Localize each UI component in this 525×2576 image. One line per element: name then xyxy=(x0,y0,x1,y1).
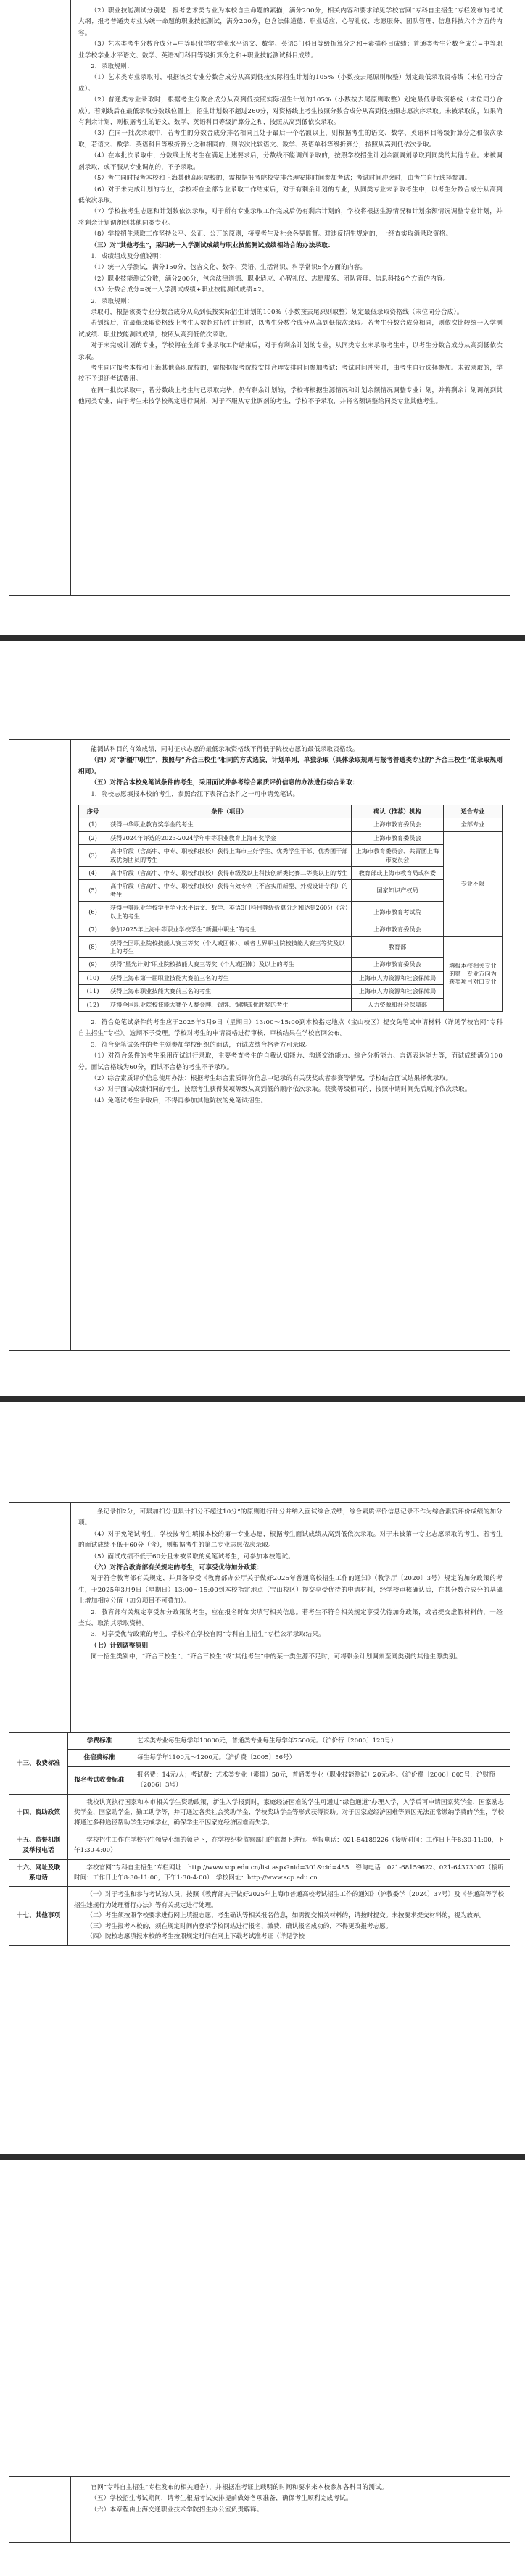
paragraph: （4）免笔试考生录取后，不得再参加其他院校的免笔试招生。 xyxy=(91,1097,268,1105)
paragraph: （3）艺术类考生分数合成分=中等职业学校学业水平语文、数学、英语3门科目等级折算分之和+素描科目成绩；普通类考生分数合成分=中等职业学校学业水平语文、数学、英语3门科目等级折算分之和+职业技能测试科目成绩。 xyxy=(78,41,503,59)
row-index: (9) xyxy=(79,958,107,971)
authority-cell: 上海市教育考试院 xyxy=(352,902,444,923)
table-header: 适合专业 xyxy=(444,805,503,818)
paragraph: （3）在同一批次录取中，若考生的分数合成分排名相同且处于最后一个名额以上，则根据考生的语文、数学、英语科目等级折算分之和依次录取，若语文、数学、英语科目等级折算分之和相同的，则依次比较语文、数学、英语单科等级折算分，按照从高到低依次录取。 xyxy=(78,130,503,149)
paragraph: 我校认真执行国家和本市相关学生资助政策，新生入学报到时，家庭经济困难的学生可通过“绿色通道”办理入学，入学后可申请国家奖学金、国家励志奖学金、国家助学金、勤工助学等，并可通过各类社会奖助学金、学校奖助学金等形式获得资助。对于因家庭经济困难等原因无法正常缴纳学费的学生，学校将通过多种途径帮助学生完成学业，确保学生不因家庭经济困难而失学。 xyxy=(74,1798,504,1827)
page2-frame xyxy=(9,739,510,1351)
authority-cell: 上海市教育委员会 xyxy=(352,958,444,971)
authority-cell: 上海市人力资源和社会保障局 xyxy=(352,971,444,984)
paragraph: （2）职业技能测试分别是：报考艺术类专业为本校自主命题的素描，满分200分，相关内容和要求详见学校官网“专科自主招生”专栏发布的考试大纲；报考普通类专业为统一命题的职业技能测试，满分200分，包含法律道德、职业适应、心智礼仪、志愿服务、团队管理、信息科技六个方面的内容。 xyxy=(78,7,503,37)
page4-content xyxy=(70,2477,510,2542)
paragraph: （4）在本批次录取中，分数线上的考生在满足上述要求后，分数线不能调剂录取的，按照学校招生计划余额调剂录取到同类的其他专业。未被调剂录取，或不服从专业调剂的，不予录取。 xyxy=(78,152,503,171)
paragraph: （1）统一入学测试，满分150分，包含文化、数学、英语、生活常识、科学常识5个方面的内容。 xyxy=(91,264,367,272)
paragraph: 1．院校志愿填报本校的考生，参照台江下表符合条件之一可申请免笔试。 xyxy=(91,790,299,798)
paragraph: 3．符合免笔试条件的考生须参加学校组织的面试，面试成绩合格者方可录取。 xyxy=(91,1041,312,1049)
paragraph: 若划线后，在最低录取资格线上考生人数超过招生计划时，以考生分数合成分从高到低依次录取。若考生分数合成分相同，则依次比较统一入学测试成绩、职业技能测试成绩，按照从高到低依次录取。 xyxy=(78,320,503,338)
table-row xyxy=(79,845,503,867)
page3-intro-frame xyxy=(9,1502,510,1732)
paragraph: 学校招生工作在学校招生领导小组的领导下，在学校纪检监察部门的监督下进行。举报电话：021-54189226（接听时间：工作日上午8:30-11:00，下午1:30-4:00） xyxy=(74,1836,504,1855)
paragraph: 对于未完成计划的专业，学校将在全部专业录取工作结束后，对于有剩余计划的专业，从同类专业未录取考生中，以考生分数合成分从高到低依次录取。 xyxy=(78,342,503,361)
authority-cell: 教育部 xyxy=(352,936,444,958)
fee-text: 报名费：14元/人；考试费：艺术类专业（素描）50元，普通类专业（职业技能测试）20元/科。（沪价费〔2006〕005号，沪财预〔2006〕3号） xyxy=(131,1766,510,1794)
paragraph: 2．符合免笔试条件的考生应于2025年3月9日（星期日）13:00～15:00到本校指定地点（宝山校区）提交免笔试申请材料（详见学校官网“专科自主招生”专栏）。逾期不予受理。学校对考生的申请资格进行审核，审核结果在学校官网公布。 xyxy=(78,1018,503,1038)
row-index: (2) xyxy=(79,831,107,844)
section-heading: （四）对“新疆中职生”，按照与“齐合三校生”相同的方式选拔，计划单列，单独录取（具体录取规则与报考普通类专业的“齐合三校生”的录取规则相同）。 xyxy=(78,757,503,776)
section-heading: （三）对“其他考生”，采用统一入学测试成绩与职业技能测试成绩相结合的办法录取： xyxy=(91,241,334,249)
row-index: (10) xyxy=(79,971,107,984)
section-title: 十四、资助政策 xyxy=(9,1794,68,1832)
fees-and-info-table xyxy=(9,1732,510,1946)
row-index: (5) xyxy=(79,880,107,902)
section-heading: （七）计划调整原则 xyxy=(91,1642,149,1650)
row-index: (3) xyxy=(79,845,107,867)
paragraph: （4）对于免笔试考生，学校按考生填报本校的第一专业志愿，根据考生面试成绩从高到低依次录取。对于未被第一专业志愿录取的考生，若考生的面试成绩不低于60分（含），则根据考生的第二专业志愿依次录取。 xyxy=(78,1530,503,1550)
authority-cell: 上海市教育委员会 xyxy=(352,923,444,936)
row-index: (12) xyxy=(79,998,107,1011)
condition-cell: 获得全国职业院校技能大赛个人赛金牌、银牌、铜牌或优胜奖的考生 xyxy=(107,998,352,1011)
paragraph: 能测试科目的有效成绩，同时征求志愿的最低录取资格线不得低于院校志愿的最低录取资格线。 xyxy=(91,746,359,753)
paragraph: 对于符合教育部有关规定、并具备享受《教育部办公厅关于做好2025年普通高校招生工作的通知》（教学厅〔2020〕3号）规定的加分政策的考生，于2025年3月9日（星期日）13:00～15:00到本校指定地点（宝山校区）提交享受优待的申请材料，经学校审核确认后，在其分数合成分的基础上增加相应分值（加分项目不可叠加）。 xyxy=(78,1575,503,1605)
paragraph: 2．录取规则： xyxy=(91,63,133,71)
paragraph: （7）学校按考生志愿和计划数依次录取，对于所有专业录取工作完成后仍有剩余计划的，学校将根据生源情况和计划余额情况调整专业计划，并将剩余计划调剂到其他同类专业。 xyxy=(78,208,503,227)
section-title: 十七、其他事项 xyxy=(9,1887,68,1945)
page-separator xyxy=(0,1396,525,1402)
authority-cell: 上海市教育委员会 xyxy=(352,831,444,844)
condition-cell: 获得“星光计划”职业院校技能大赛三等奖（个人或团体）及以上的考生 xyxy=(107,958,352,971)
table-row xyxy=(79,958,503,971)
paragraph: 1．成绩组成及分值说明： xyxy=(91,252,165,260)
section-heading: （六）对符合教育部有关规定的考生，可享受优待加分政策： xyxy=(91,1564,263,1572)
paragraph: （3）分数合成分=统一入学测试成绩+职业技能测试成绩×2。 xyxy=(91,286,268,294)
fee-label: 学费标准 xyxy=(68,1733,131,1750)
authority-cell: 上海市教育委员会 xyxy=(352,818,444,831)
paragraph: 考生同时报考本校和上海其他高职院校的，需根据报考院校安排合理安排时间参加考试；考试时间冲突时，由考生自行选择参加。未被录取的，学校不予退还考试费用。 xyxy=(78,365,503,383)
paragraph: （6）对于未完成计划的专业，学校将在全部专业录取工作结束后，对于有剩余计划的专业，从同类专业未录取考生中，以考生分数合成分从高到低依次录取。 xyxy=(78,186,503,204)
table-row xyxy=(79,880,503,902)
table-row xyxy=(79,867,503,880)
section-text xyxy=(68,1832,510,1859)
authority-cell: 上海市人力资源和社会保障局 xyxy=(352,985,444,998)
paragraph: （2）综合素质评价信息使用办法：根据考生综合素质评价信息中记录的有关获奖或者参赛等情况，学校结合面试结果择优录取。 xyxy=(91,1074,452,1082)
row-index: (11) xyxy=(79,985,107,998)
paragraph: （六）本章程由上海交通职业技术学院招生办公室负责解释。 xyxy=(91,2506,263,2514)
section-row xyxy=(9,1832,510,1859)
section-title: 十五、监督机制及举报电话 xyxy=(9,1832,68,1859)
condition-cell: 获得中等职业学校学生学业水平语文、数学、英语3门科目等级折算分之和达到260分（含）以上的考生 xyxy=(107,902,352,923)
paragraph: （2）普通类专业录取时，根据考生分数合成分从高到低按照实际招生计划的105%（小数按去尾原则取整）划定最低录取资格线（末位同分合成）。若划线后在最低录取分数线位置上，招生计划数不超过260分，对资格线上考生按照分数合成分从高到低按照志愿次序录取。未被录取的，如果尚有剩余计划，则根据考生的语文、数学、英语科目等级折算分之和，按照从高到低依次录取。 xyxy=(78,96,503,127)
page-separator xyxy=(0,2154,525,2160)
major-cell: 全部专业 xyxy=(444,818,503,831)
paragraph: （2）职业技能测试分数，满分200分，包含法律道德、职业适应、心智礼仪、志愿服务、团队管理、信息科技6个方面的内容。 xyxy=(91,275,450,283)
table-row xyxy=(79,998,503,1011)
paragraph: 录取时，根据该类专业分数合成分从高到低按实际招生计划的100%（小数按去尾原则取整）划定最低录取资格线（末位同分合成）。 xyxy=(91,308,463,316)
paragraph: （8）学校招生录取工作坚持公平、公正、公开的原则，接受考生及社会各界监督。对违反招生规定的，一经查实取消录取资格。 xyxy=(91,230,452,238)
section-heading: （五）对符合本校免笔试条件的考生，采用面试并参考综合素质评价信息的办法进行综合录取： xyxy=(91,779,359,787)
paragraph: 2．录取规则： xyxy=(91,297,133,305)
authority-cell: 人力资源和社会保障部 xyxy=(352,998,444,1011)
section-text xyxy=(68,1794,510,1832)
table-row xyxy=(79,923,503,936)
fee-text: 艺术类专业每生每学年10000元，普通类专业每生每学年7500元。（沪价行〔2000〕120号） xyxy=(131,1733,510,1750)
paragraph: 3．对享受优待政策的考生，学校将在学校官网“专科自主招生”专栏公示录取结果。 xyxy=(91,1631,325,1639)
fee-label: 住宿费标准 xyxy=(68,1750,131,1766)
table-header: 确认（推荐）机构 xyxy=(352,805,444,818)
condition-cell: 参加2025年上海中等职业学校学生“新疆中职生”的考生 xyxy=(107,923,352,936)
section-row xyxy=(9,1887,510,1945)
row-index: (1) xyxy=(79,818,107,831)
condition-cell: 获得上海市职业技能大赛前三名的考生 xyxy=(107,985,352,998)
page4-frame xyxy=(9,2476,510,2543)
paragraph: 同一招生类别中，“齐合三校生”、“齐合三校生”或“其他考生”中的某一类生源不足时，可将剩余计划调剂至同类别的其他生源类别。 xyxy=(91,1653,462,1661)
exemption-conditions-table xyxy=(78,805,503,1012)
paragraph: 官网“专科自主招生”专栏发布的相关通告），并根据准考证上载明的时间和要求来本校参加各科目的测试。 xyxy=(91,2484,388,2491)
table-row xyxy=(79,831,503,844)
major-cell: 填报本校相关专业的第一专业方向为获奖项目对口专业 xyxy=(444,936,503,1011)
paragraph: （1）对符合条件的考生采用面试进行录取，主要考查考生的自我认知能力、沟通交流能力、综合分析能力、言语表达能力等，面试成绩满分100分。面试合格线为60分，面试不合格的考生不予录取。 xyxy=(78,1052,503,1071)
section-title: 十六、网址及联系电话 xyxy=(9,1859,68,1887)
page2-content xyxy=(70,740,510,1350)
table-row xyxy=(79,818,503,831)
section-row xyxy=(9,1859,510,1887)
table-row xyxy=(79,985,503,998)
fee-row xyxy=(9,1750,510,1766)
table-header: 条件（项目） xyxy=(107,805,352,818)
condition-cell: 获得2024年评选的2023-2024学年中等职业教育上海市奖学金 xyxy=(107,831,352,844)
table-row xyxy=(79,902,503,923)
condition-cell: 高中阶段（含高中、中专、职校和技校）获得有效专利（不含实用新型、外观设计专利）的考生 xyxy=(107,880,352,902)
authority-cell: 教育部或上海市教育局或科委 xyxy=(352,867,444,880)
paragraph: 在同一批次录取中，若分数线上考生均已录取完毕，仍有剩余计划的，学校将根据生源情况和计划余额情况调整专业计划，并将剩余计划调剂到其他同类专业，由于考生未按学校规定进行调剂，对于不服从专业调剂的考生，学校不予录取，并将名额调整给同类专业其他考生。 xyxy=(78,386,503,406)
fee-row xyxy=(9,1733,510,1750)
row-index: (8) xyxy=(79,936,107,958)
row-index: (6) xyxy=(79,902,107,923)
paragraph: （五）学校招生考试期间，请考生根据考试安排提前做好各项准备，确保考生顺利完成考试。 xyxy=(91,2495,352,2503)
paragraph: （3）对于面试成绩相同的考生，按照考生获得奖项等级从高到低的顺序依次录取。获奖等级相同的，按照申请时间先后顺序依次录取。 xyxy=(91,1086,471,1094)
fee-label: 报名考试收费标准 xyxy=(68,1766,131,1794)
authority-cell: 上海市教育委员会、共青团上海市委员会 xyxy=(352,845,444,867)
paragraph: 学校官网“专科自主招生”专栏网址：http://www.scp.edu.cn/list.aspx?nid=301&cid=485 咨询电话：021-68159622、021-64373007（接听时间：工作日上午8:30-11:00，下午1:30-4:00） 学校网址：http://www.scp.edu.cn xyxy=(74,1864,504,1882)
section-title: 十三、收费标准 xyxy=(9,1733,68,1795)
table-row xyxy=(79,971,503,984)
row-index: (4) xyxy=(79,867,107,880)
row-index: (7) xyxy=(79,923,107,936)
paragraph: 一条记录扣2分，可累加扣分但累计扣分不超过10分”的原则进行计分并纳入面试综合成绩，综合素质评价信息记录不作为综合素质评价成绩的加分项。 xyxy=(78,1508,503,1527)
paragraph: （二）考生须按照学校要求进行网上填报志愿、考生确认等相关报名信息，如需提交相关材料的，请按时提交。未按要求提交材料的，视为放弃。 xyxy=(86,1912,486,1920)
page-separator xyxy=(0,635,525,641)
paragraph: （5）考生同时报考本校和上海其他高职院校的，需根据报考院校安排合理安排时间参加考试；考试时间冲突时，由考生自行选择参加。 xyxy=(91,175,471,183)
page3-intro xyxy=(70,1503,510,1732)
section-text xyxy=(68,1887,510,1945)
condition-cell: 高中阶段（含高中、中专、职校和技校）获得市级及以上科技创新类比赛二等奖以上的考生 xyxy=(107,867,352,880)
fee-text: 每生每学年1100元～1200元。（沪价费〔2005〕56号） xyxy=(131,1750,510,1766)
condition-cell: 获得全国职业院校技能大赛三等奖（个人或团体）、或者世界职业院校技能大赛三等奖及以上的考生 xyxy=(107,936,352,958)
page1-frame xyxy=(9,0,510,596)
condition-cell: 获得上海市第一届职业技能大赛前三名的考生 xyxy=(107,971,352,984)
page1-content xyxy=(70,0,510,595)
condition-cell: 获得中华职业教育奖学金的考生 xyxy=(107,818,352,831)
paragraph: （一）对于考生和参与考试的人员，按照《教育部关于做好2025年上海市普通高校考试招生工作的通知》（沪教委学〔2024〕37号）及《普通高等学校招生违规行为处理暂行办法》等有关规定进行处理。 xyxy=(74,1891,504,1909)
section-text xyxy=(68,1859,510,1887)
paragraph: 2．教育部有关规定享受加分政策的考生，应在报名时如实填写相关信息。若考生不符合相关规定享受优待加分政策，或者提交虚假材料的，一经查实，取消其录取资格。 xyxy=(78,1608,503,1628)
fee-row xyxy=(9,1766,510,1794)
table-row xyxy=(79,936,503,958)
paragraph: （5）面试成绩不低于60分且未被录取的免笔试考生，可参加本校笔试。 xyxy=(91,1553,295,1561)
table-header: 序号 xyxy=(79,805,107,818)
condition-cell: 高中阶段（含高中、中专、职校和技校）获得上海市三好学生、优秀学生干部、优秀团干部或优秀团员的考生 xyxy=(107,845,352,867)
authority-cell: 国家知识产权局 xyxy=(352,880,444,902)
paragraph: （四）院校志愿填报本校的考生按照规定时间在网上下载考试准考证（详见学校 xyxy=(86,1933,305,1941)
major-cell: 专业不限 xyxy=(444,831,503,936)
paragraph: （三）考生报考本校的，须在规定时间内登录学校网站进行报名、缴费，确认报名成功的，不得更改报考志愿。 xyxy=(86,1922,392,1930)
section-row xyxy=(9,1794,510,1832)
paragraph: （1）艺术类专业录取时，根据该类专业分数合成分从高到低按实际招生计划的105%（小数按去尾原则取整）划定最低录取资格线（末位同分合成）。 xyxy=(78,74,503,93)
